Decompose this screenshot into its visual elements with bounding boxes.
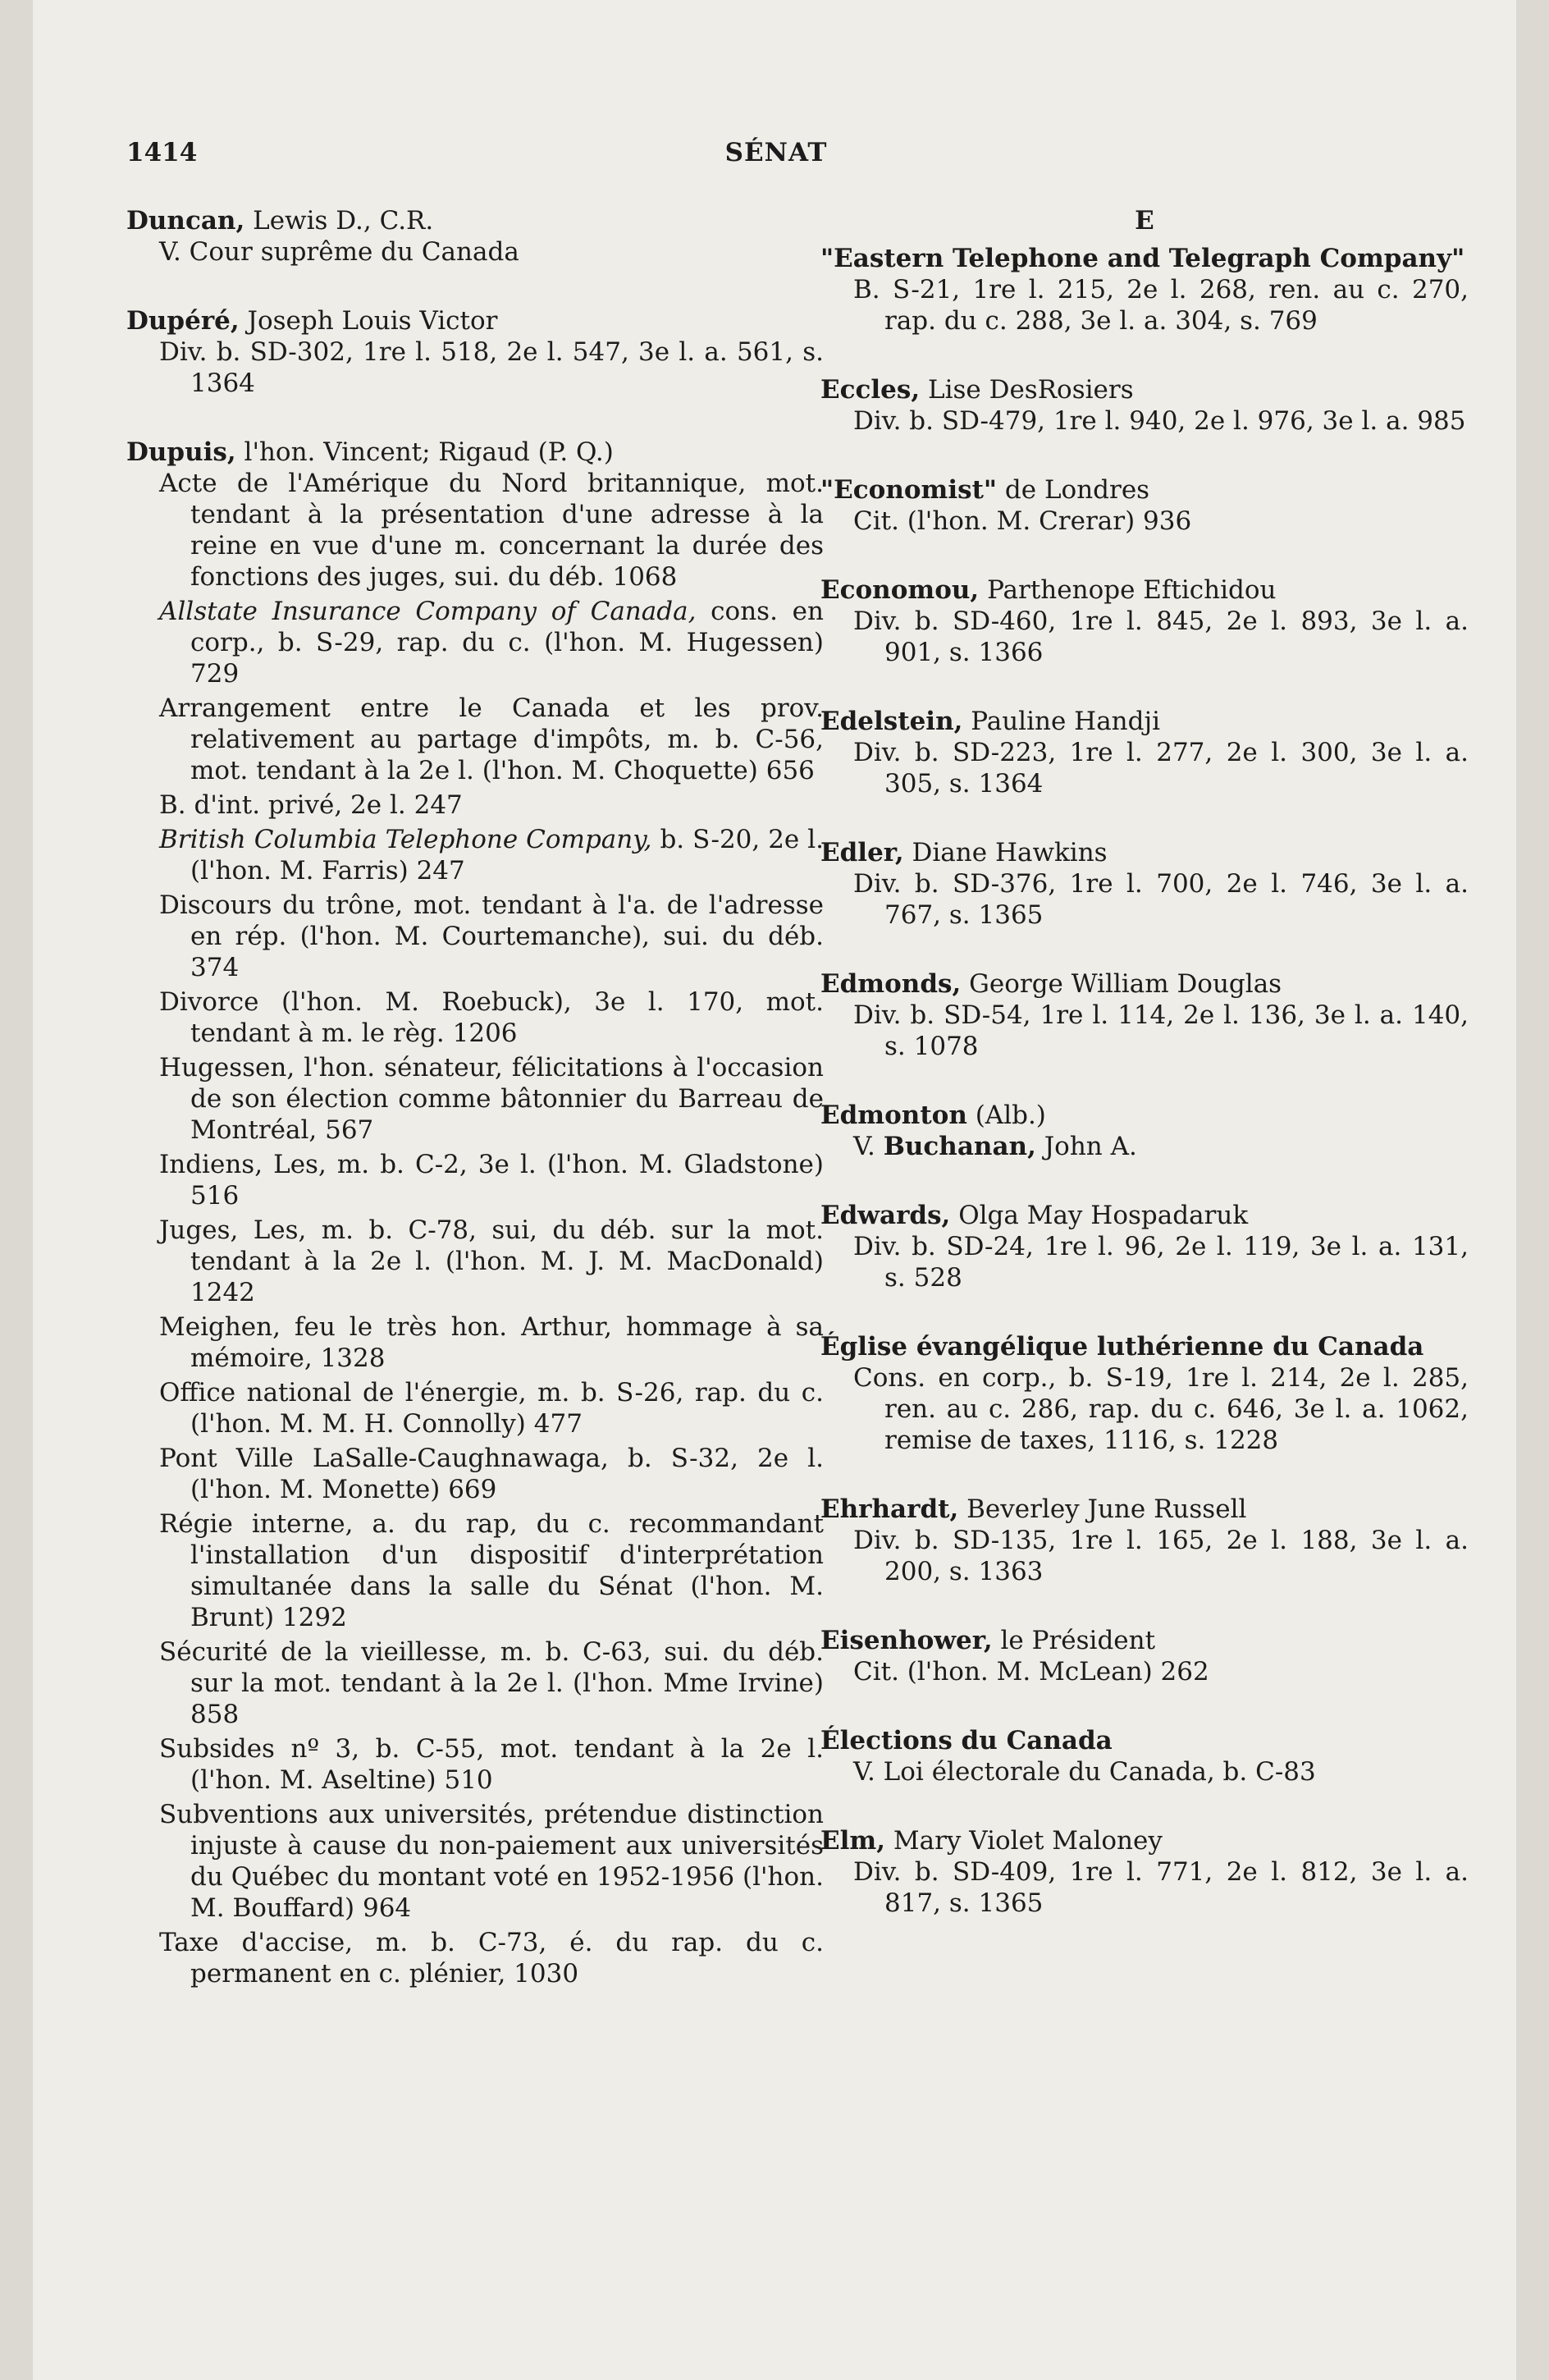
see-also-marker: V.	[853, 1132, 884, 1161]
entry-name-rest: Lewis D., C.R.	[244, 206, 434, 236]
entry-headword: Élections du Canada	[820, 1726, 1113, 1755]
sub-entry: Pont Ville LaSalle-Caughnawaga, b. S-32, 2e l. (l'hon. M. Monette) 669	[159, 1444, 824, 1504]
sub-entry: Divorce (l'hon. M. Roebuck), 3e l. 170, mot. tendant à m. le règ. 1206	[159, 987, 824, 1048]
entry-reference: V. Loi électorale du Canada, b. C-83	[853, 1757, 1316, 1787]
sub-entry: Hugessen, l'hon. sénateur, félicitations à l'occasion de son élection comme bâtonnier du Barreau de Montréal, 567	[159, 1053, 824, 1145]
index-entry-edler	[820, 837, 1469, 931]
entry-headword: Duncan,	[126, 206, 245, 236]
entry-reference	[820, 1131, 1469, 1162]
index-entry-edwards	[820, 1200, 1469, 1293]
index-entry-elm	[820, 1825, 1469, 1919]
sub-entry-title: British Columbia Telephone Company,	[159, 825, 652, 854]
index-entry-economist	[820, 474, 1469, 537]
entry-headword: Ehrhardt,	[820, 1494, 959, 1524]
right-column	[820, 205, 1469, 1957]
sub-entry: Acte de l'Amérique du Nord britannique, mot. tendant à la présentation d'une adresse à la reine en vue d'une m. concernant la durée des fonctions des juges, sui. du déb. 1068	[159, 469, 824, 592]
entry-headword: Eisenhower,	[820, 1626, 993, 1655]
index-page	[33, 0, 1516, 2380]
sub-entry	[126, 596, 824, 689]
entry-divorce-bill: Div. b. SD-135, 1re l. 165, 2e l. 188, 3e l. a. 200, s. 1363	[853, 1526, 1469, 1586]
entry-divorce-bill: Div. b. SD-223, 1re l. 277, 2e l. 300, 3e l. a. 305, s. 1364	[853, 738, 1469, 799]
entry-headword: Economou,	[820, 575, 980, 605]
index-entry-eastern	[820, 243, 1469, 336]
entry-name-rest: de Londres	[997, 475, 1150, 505]
index-entry-edelstein	[820, 706, 1469, 799]
sub-entry-text: b. S-20, 2e l. (l'hon. M. Farris) 247	[190, 825, 824, 886]
entry-headword: Edler,	[820, 838, 904, 867]
index-entry-duncan	[126, 205, 824, 268]
sub-entry: Taxe d'accise, m. b. C-73, é. du rap. du c. permanent en c. plénier, 1030	[159, 1928, 824, 1989]
sub-entry: Discours du trône, mot. tendant à l'a. de l'adresse en rép. (l'hon. M. Courtemanche), sui. du déb. 374	[159, 890, 824, 982]
entry-name-rest: George William Douglas	[961, 969, 1282, 999]
index-entry-elections	[820, 1725, 1469, 1787]
index-entry-eccles	[820, 374, 1469, 437]
entry-headword: "Eastern Telephone and Telegraph Company"	[820, 244, 1465, 273]
entry-divorce-bill: Div. b. SD-479, 1re l. 940, 2e l. 976, 3e l. a. 985	[853, 406, 1466, 436]
section-letter: E	[1135, 206, 1154, 236]
index-entry-eisenhower	[820, 1625, 1469, 1687]
sub-entry: Indiens, Les, m. b. C-2, 3e l. (l'hon. M. Gladstone) 516	[159, 1150, 824, 1211]
entry-headword: "Economist"	[820, 475, 998, 505]
sub-entry: Sécurité de la vieillesse, m. b. C-63, sui. du déb. sur la mot. tendant à la 2e l. (l'hon. Mme Irvine) 858	[159, 1637, 824, 1729]
page-header	[126, 138, 1426, 179]
sub-entry: Arrangement entre le Canada et les prov. relativement au partage d'impôts, m. b. C-56, mot. tendant à la 2e l. (l'hon. M. Choquette) 656	[159, 693, 824, 785]
entry-divorce-bill: Div. b. SD-24, 1re l. 96, 2e l. 119, 3e l. a. 131, s. 528	[853, 1232, 1469, 1293]
sub-entry: Régie interne, a. du rap, du c. recommandant l'installation d'un dispositif d'interprétation simultanée dans la salle du Sénat (l'hon. M. Brunt) 1292	[159, 1509, 824, 1632]
entry-name-rest: l'hon. Vincent; Rigaud (P. Q.)	[235, 437, 614, 467]
index-entry-dupere	[126, 305, 824, 399]
sub-entry: Office national de l'énergie, m. b. S-26, rap. du c. (l'hon. M. M. H. Connolly) 477	[159, 1378, 824, 1439]
sub-entry-text: cons. en corp., b. S-29, rap. du c. (l'hon. M. Hugessen) 729	[190, 597, 824, 689]
entry-divorce-bill: Div. b. SD-460, 1re l. 845, 2e l. 893, 3e l. a. 901, s. 1366	[853, 606, 1469, 667]
entry-name-rest: Lise DesRosiers	[920, 375, 1134, 405]
entry-name-rest: Beverley June Russell	[958, 1494, 1247, 1524]
entry-headword: Église évangélique luthérienne du Canada	[820, 1332, 1424, 1362]
index-entry-edmonton	[820, 1100, 1469, 1162]
entry-headword: Dupéré,	[126, 306, 240, 336]
entry-headword: Edmonds,	[820, 969, 962, 999]
sub-entry: Subventions aux universités, prétendue distinction injuste à cause du non-paiement aux universités du Québec du montant voté en 1952-1956 (l'hon. M. Bouffard) 964	[159, 1800, 824, 1923]
entry-citation: Cit. (l'hon. M. Crerar) 936	[853, 506, 1192, 536]
index-entry-eglise	[820, 1331, 1469, 1456]
index-entry-ehrhardt	[820, 1494, 1469, 1587]
index-entry-dupuis	[126, 437, 824, 1989]
entry-headword: Edwards,	[820, 1201, 951, 1230]
entry-divorce-bill: Div. b. SD-302, 1re l. 518, 2e l. 547, 3e l. a. 561, s. 1364	[159, 337, 824, 398]
sub-entry: B. d'int. privé, 2e l. 247	[159, 790, 463, 820]
entry-headword: Edmonton	[820, 1101, 967, 1130]
entry-name-rest: Pauline Handji	[962, 707, 1161, 736]
reference-headword: Buchanan,	[883, 1132, 1036, 1161]
entry-citation: Cit. (l'hon. M. McLean) 262	[853, 1657, 1209, 1687]
entry-name-rest: Diane Hawkins	[903, 838, 1108, 867]
sub-entry: Juges, Les, m. b. C-78, sui, du déb. sur la mot. tendant à la 2e l. (l'hon. M. J. M. MacDonald) 1242	[159, 1215, 824, 1307]
entry-headword: Dupuis,	[126, 437, 236, 467]
sub-entry: Subsides nº 3, b. C-55, mot. tendant à la 2e l. (l'hon. M. Aseltine) 510	[159, 1734, 824, 1795]
sub-entry-title: Allstate Insurance Company of Canada,	[159, 597, 697, 626]
index-entry-edmonds	[820, 968, 1469, 1062]
sub-entry: Meighen, feu le très hon. Arthur, hommage à sa mémoire, 1328	[159, 1312, 824, 1373]
entry-reference: V. Cour suprême du Canada	[159, 237, 519, 267]
entry-divorce-bill: Div. b. SD-54, 1re l. 114, 2e l. 136, 3e l. a. 140, s. 1078	[853, 1000, 1469, 1061]
left-column	[126, 205, 824, 2027]
entry-detail: B. S-21, 1re l. 215, 2e l. 268, ren. au c. 270, rap. du c. 288, 3e l. a. 304, s. 769	[853, 275, 1469, 336]
entry-divorce-bill: Div. b. SD-409, 1re l. 771, 2e l. 812, 3e l. a. 817, s. 1365	[853, 1857, 1469, 1918]
entry-name-rest: Parthenope Eftichidou	[979, 575, 1277, 605]
reference-name-rest: John A.	[1035, 1132, 1137, 1161]
index-entry-economou	[820, 574, 1469, 668]
entry-name-rest: (Alb.)	[966, 1101, 1046, 1130]
entry-name-rest: Mary Violet Maloney	[885, 1826, 1163, 1856]
entry-name-rest: Olga May Hospadaruk	[950, 1201, 1249, 1230]
entry-headword: Edelstein,	[820, 707, 963, 736]
sub-entry	[126, 824, 824, 886]
page-number: 1414	[126, 138, 198, 167]
entry-headword: Elm,	[820, 1826, 885, 1856]
entry-headword: Eccles,	[820, 375, 921, 405]
entry-name-rest: le Président	[992, 1626, 1156, 1655]
entry-divorce-bill: Div. b. SD-376, 1re l. 700, 2e l. 746, 3e l. a. 767, s. 1365	[853, 869, 1469, 930]
entry-name-rest: Joseph Louis Victor	[239, 306, 498, 336]
entry-detail: Cons. en corp., b. S-19, 1re l. 214, 2e l. 285, ren. au c. 286, rap. du c. 646, 3e l. a. 1062, remise de taxes, 1116, s. 1228	[853, 1363, 1469, 1455]
running-head-title: SÉNAT	[724, 138, 828, 167]
